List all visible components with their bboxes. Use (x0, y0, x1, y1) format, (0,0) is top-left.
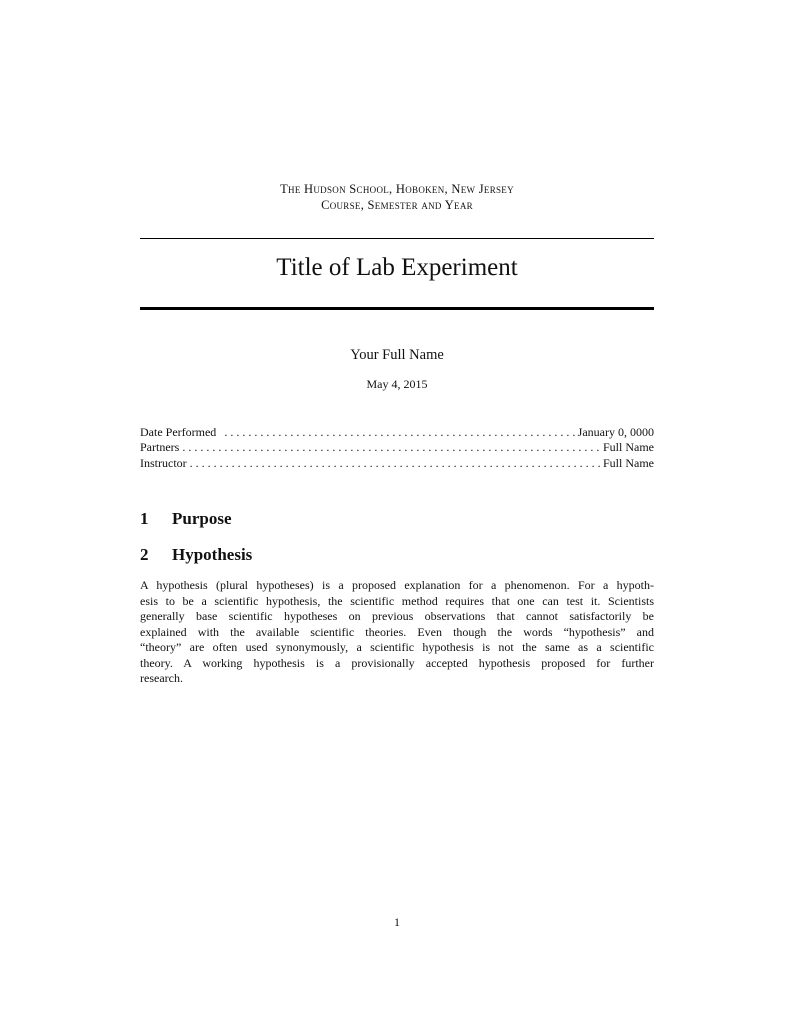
info-row-instructor (140, 456, 654, 471)
bottom-rule (140, 307, 654, 310)
top-rule (140, 238, 654, 239)
info-label: Partners (140, 440, 180, 454)
paragraph-line: research. (140, 671, 183, 685)
paragraph-line: generally base scientific hypotheses on previous observations that cannot satisfactorily be (140, 609, 654, 623)
info-value: Full Name (603, 456, 654, 470)
section-title: Hypothesis (172, 545, 253, 564)
info-row-partners (140, 440, 654, 455)
paragraph-line: theory. A working hypothesis is a provisionally accepted hypothesis proposed for further (140, 655, 654, 670)
section-number: 1 (140, 509, 149, 528)
course-header: Course, Semester and Year (321, 198, 473, 212)
paragraph-line: “theory” are often used synonymously, a scientific hypothesis is not the same as a scientific (140, 640, 654, 654)
info-label: Instructor (140, 456, 187, 470)
section-number: 2 (140, 545, 149, 564)
info-value: January 0, 0000 (577, 425, 654, 439)
section-title: Purpose (172, 509, 232, 528)
info-value: Full Name (603, 440, 654, 454)
dot-leader (182, 440, 600, 455)
page-number: 1 (394, 915, 400, 929)
paragraph-line: A hypothesis (plural hypotheses) is a proposed explanation for a phenomenon. For a hypoth- (140, 578, 654, 592)
document-title: Title of Lab Experiment (276, 254, 518, 281)
info-label: Date Performed (140, 425, 217, 439)
document-date: May 4, 2015 (366, 377, 428, 391)
section-heading-hypothesis (140, 545, 252, 565)
dot-leader (224, 425, 574, 440)
school-header: The Hudson School, Hoboken, New Jersey (280, 182, 514, 196)
paragraph-line: explained with the available scientific theories. Even though the words “hypothesis” and (140, 624, 654, 639)
hypothesis-paragraph (140, 578, 654, 687)
section-heading-purpose (140, 509, 232, 529)
paragraph-line: esis to be a scientific hypothesis, the scientific method requires that one can test it. Scientists (140, 593, 654, 608)
author-name: Your Full Name (350, 347, 444, 363)
dot-leader (190, 456, 600, 471)
info-row-date-performed (140, 425, 654, 440)
